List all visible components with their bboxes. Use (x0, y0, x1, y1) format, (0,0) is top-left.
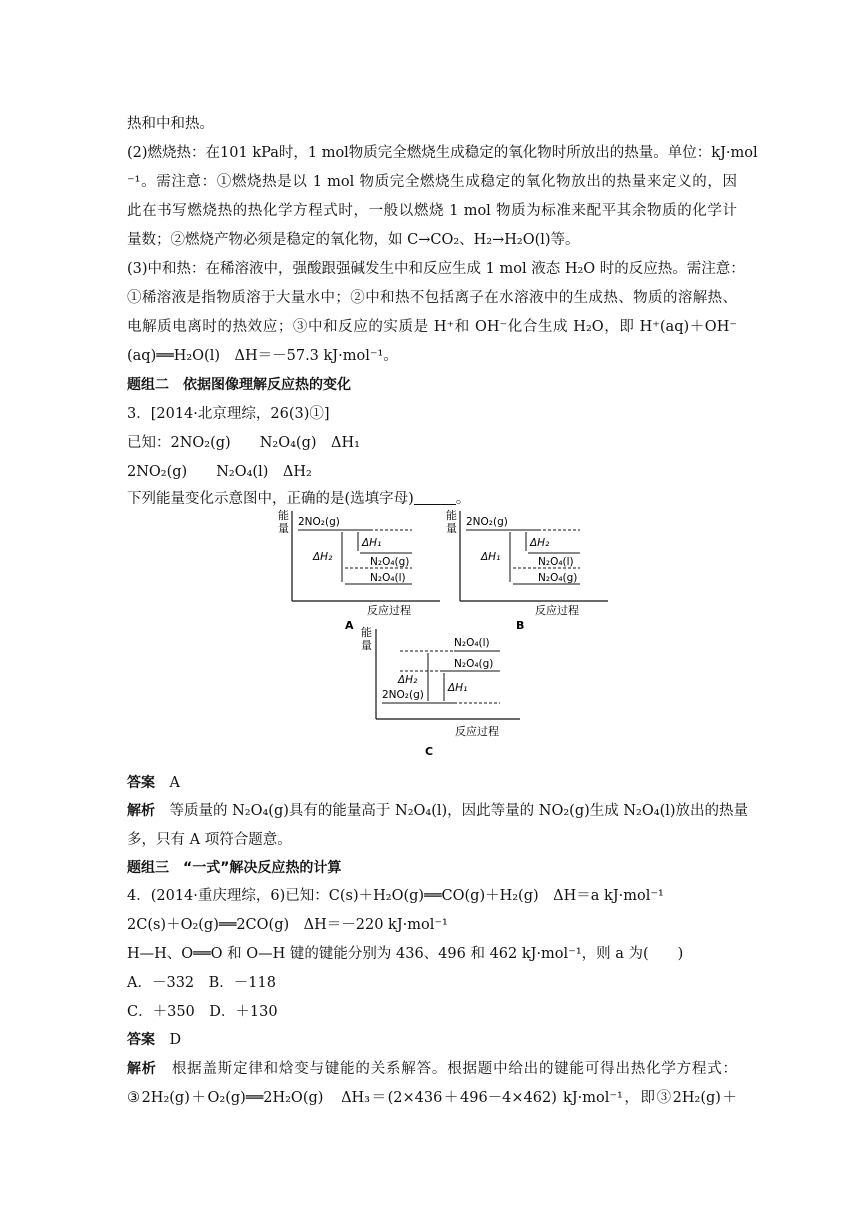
outer-delta-label: ΔH₁ (481, 551, 501, 563)
options-line: C．＋350 D．＋130 (127, 1004, 278, 1020)
text-line: 此在书写燃烧热的热化学方程式时，一般以燃烧 1 mol 物质为标准来配平其余物质的化学计 (127, 203, 737, 219)
text-line: 量数；②燃烧产物必须是稳定的氧化物，如 C→CO₂、H₂→H₂O(l)等。 (127, 232, 580, 248)
text-line: (3)中和热：在稀溶液中，强酸跟强碱发生中和反应生成 1 mol 液态 H₂O 时的反应热。需注意： (127, 261, 745, 277)
panel-letter: B (516, 619, 525, 632)
analysis-text: 根据盖斯定律和焓变与键能的关系解答。根据题中给出的键能可得出热化学方程式： (171, 1061, 738, 1077)
inner-delta-label: ΔH₂ (530, 537, 550, 549)
text-line: 热和中和热。 (127, 116, 214, 132)
inner-delta-label: ΔH₁ (448, 682, 468, 694)
bottom-level-label: N₂O₄(g) (538, 572, 578, 584)
question-line: 4．(2014·重庆理综，6)已知：C(s)＋H₂O(g)══CO(g)＋H₂(g) ΔH＝a kJ·mol⁻¹ (127, 888, 664, 904)
outer-delta-label: ΔH₂ (398, 674, 418, 686)
question-line: H—H、O══O 和 O—H 键的键能分别为 436、496 和 462 kJ·mol⁻¹，则 a 为( ) (127, 946, 684, 962)
analysis-label: 解析 (127, 1061, 157, 1077)
answer-label: 答案 (127, 1032, 155, 1048)
question-number: 3．[2014·北京理综，26(3)①] (127, 406, 330, 422)
energy-diagrams (0, 505, 860, 775)
diagram-panel-a (278, 508, 440, 632)
x-axis-label: 反应过程 (535, 604, 579, 617)
question-line: 2C(s)＋O₂(g)══2CO(g) ΔH＝－220 kJ·mol⁻¹ (127, 917, 448, 933)
y-axis-label: 能 (361, 626, 372, 639)
panel-letter: C (425, 745, 434, 758)
diagram-panel-b (446, 508, 608, 632)
answer-value: A (169, 775, 180, 791)
text-line: ①稀溶液是指物质溶于大量水中；②中和热不包括离子在水溶液中的生成热、物质的溶解热、 (127, 290, 737, 306)
mid-level-label: N₂O₄(l) (538, 556, 574, 568)
x-axis-label: 反应过程 (455, 725, 499, 738)
analysis-text: 等质量的 N₂O₄(g)具有的能量高于 N₂O₄(l)，因此等量的 NO₂(g)生成 N₂O₄(l)放出的热量 (169, 803, 749, 819)
bottom-level-label: N₂O₄(l) (370, 572, 406, 584)
section-heading: 题组二 依据图像理解反应热的变化 (127, 377, 351, 393)
analysis-label: 解析 (127, 803, 155, 819)
text-line: (aq)══H₂O(l) ΔH＝－57.3 kJ·mol⁻¹。 (127, 348, 398, 364)
inner-delta-label: ΔH₁ (362, 537, 382, 549)
answer-value: D (169, 1032, 182, 1048)
given-equation-2: 2NO₂(g) N₂O₄(l) ΔH₂ (127, 464, 312, 480)
top-level-label: 2NO₂(g) (298, 516, 340, 528)
answer-blank (414, 490, 456, 505)
options-line: A．－332 B．－118 (127, 975, 276, 991)
answer-label: 答案 (127, 775, 155, 791)
x-axis-label: 反应过程 (367, 604, 411, 617)
top-level-label: 2NO₂(g) (466, 516, 508, 528)
given-equation-1: 已知：2NO₂(g) N₂O₄(g) ΔH₁ (127, 435, 360, 451)
top-level-label: N₂O₄(l) (454, 637, 490, 649)
text-line: (2)燃烧热：在101 kPa时，1 mol物质完全燃烧生成稳定的氧化物时所放出的热量。单位：kJ·mol (127, 145, 758, 161)
analysis-line: 多，只有 A 项符合题意。 (127, 832, 292, 848)
section-heading: 题组三 “一式”解决反应热的计算 (127, 860, 342, 876)
answer-line (127, 1030, 737, 1050)
bottom-level-label: 2NO₂(g) (382, 689, 424, 701)
outer-delta-label: ΔH₂ (313, 551, 333, 563)
panel-letter: A (345, 619, 354, 632)
answer-line (127, 773, 737, 793)
question-end: 。 (455, 491, 471, 507)
y-axis-label: 量 (278, 522, 289, 535)
mid-level-label: N₂O₄(g) (370, 556, 410, 568)
analysis-line: ③2H₂(g)＋O₂(g)══2H₂O(g) ΔH₃＝(2×436＋496－4×462) kJ·mol⁻¹，即③2H₂(g)＋ (127, 1090, 737, 1106)
analysis-line (127, 1059, 737, 1079)
question-stem: 下列能量变化示意图中，正确的是(选填字母) (127, 491, 414, 507)
diagram-panel-c (361, 625, 520, 758)
y-axis-label: 能 (278, 509, 289, 522)
y-axis-label: 量 (361, 639, 372, 652)
mid-level-label: N₂O₄(g) (454, 658, 494, 670)
y-axis-label: 能 (446, 509, 457, 522)
analysis-line (127, 801, 749, 821)
text-line: ⁻¹。需注意：①燃烧热是以 1 mol 物质完全燃烧生成稳定的氧化物放出的热量来定义的，因 (127, 174, 737, 190)
y-axis-label: 量 (446, 522, 457, 535)
text-line: 电解质电离时的热效应；③中和反应的实质是 H⁺和 OH⁻化合生成 H₂O，即 H⁺(aq)＋OH⁻ (127, 319, 737, 335)
